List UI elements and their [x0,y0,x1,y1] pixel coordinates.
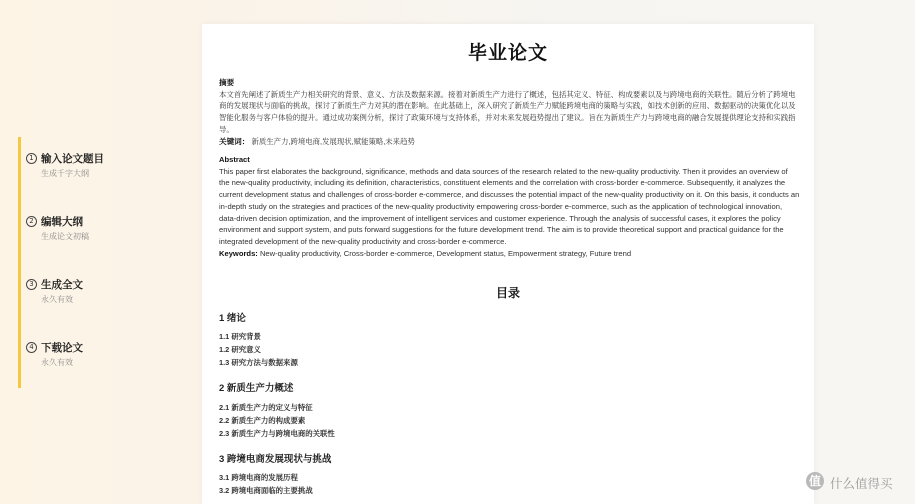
toc-subitem: 1.3 研究方法与数据来源 [219,358,298,367]
abstract-cn-text: 本文首先阐述了新质生产力相关研究的背景、意义、方法及数据来源。接着对新质生产力进行了概述，包括其定义、特征、构成要素以及与跨境电商的关联性。随后分析了跨境电商的发展现状与面临的挑战，探讨了新质生产力对其的潜在影响。在此基础上，深入研究了新质生产力赋能跨境电商的策略与实践，如技术创新的应用、数据驱动的决策优化以及智能化服务与客户体验的提升。通过成功案例分析，探讨了政策环境与支持体系，并对未来发展趋势提出了建议。旨在为新质生产力与跨境电商的融合发展提供理论支持和实践指导。 [219,89,796,134]
step-number-icon: 2 [26,216,37,227]
watermark-text: 什么值得买 [830,477,893,491]
keywords-en-label: Keywords: [219,248,258,258]
step-number-icon: 1 [26,153,37,164]
keywords-cn-label: 关键词： [219,136,250,146]
toc-subitem: 3.1 跨境电商的发展历程 [219,473,298,482]
keywords-en [219,248,800,260]
toc-subitem: 3.2 跨境电商面临的主要挑战 [219,486,313,495]
thesis-document [202,24,814,504]
keywords-en-text: New-quality productivity, Cross-border e-commerce, Development status, Empowerment strategy, Future trend [259,248,632,258]
toc-subitem: 2.1 新质生产力的定义与特征 [219,403,313,412]
toc-subitem: 1.2 研究意义 [219,345,261,354]
abstract-en-label: Abstract [219,155,250,164]
watermark [806,470,910,494]
toc-subitem: 2.3 新质生产力与跨境电商的关联性 [219,429,335,438]
steps-sidebar [18,137,171,388]
keywords-cn [219,136,800,148]
step-title: 生成全文 [41,279,83,291]
step-subtitle: 生成千字大纲 [41,169,89,178]
keywords-cn-text: 新质生产力,跨境电商,发展现状,赋能策略,未来趋势 [251,136,415,146]
document-title: 毕业论文 [467,43,548,64]
step-number-icon: 4 [26,342,37,353]
toc-heading: 1 绪论 [219,313,246,324]
abstract-en [219,154,800,259]
toc-title: 目录 [495,286,520,300]
toc-heading: 3 跨境电商发展现状与挑战 [219,454,332,465]
step-subtitle: 永久有效 [41,295,73,304]
step-title: 下载论文 [41,342,83,354]
step-subtitle: 永久有效 [41,358,73,367]
abstract-cn [219,77,800,147]
step-number-icon: 3 [26,279,37,290]
step-subtitle: 生成论文初稿 [41,232,89,241]
step-title: 输入论文题目 [41,153,104,165]
step-title: 编辑大纲 [41,216,83,228]
abstract-cn-label: 摘要 [219,78,235,87]
smzdm-logo-icon: 值 [806,472,824,490]
toc-subitem: 2.2 新质生产力的构成要素 [219,416,306,425]
abstract-en-text: This paper first elaborates the background, significance, methods and data sources of the research related to the new-quality productivity. Then it provides an overview of the new-quality productivity, including its definition, characteristics, constituent elements and the correlation with cross-border e-commerce. Subsequently, it analyzes the current development status and challenges of cross-border e-commerce, and discusses the potential impact of the new-quality productivity on it. On this basis, it conducts an in-depth study on the strategies and practices of the new-quality productivity empowering cross-border e-commerce, such as the application of technological innovation, data-driven decision optimization, and the improvement of intelligent services and customer experience. Through the analysis of successful cases, it explores the policy environment and support system, and puts forward suggestions for the future development trend. The aim is to provide theoretical support and practical guidance for the integrated development of the new-quality productivity and cross-border e-commerce. [219,166,800,246]
toc-subitem: 1.1 研究背景 [219,332,261,341]
toc-heading: 2 新质生产力概述 [219,383,294,394]
